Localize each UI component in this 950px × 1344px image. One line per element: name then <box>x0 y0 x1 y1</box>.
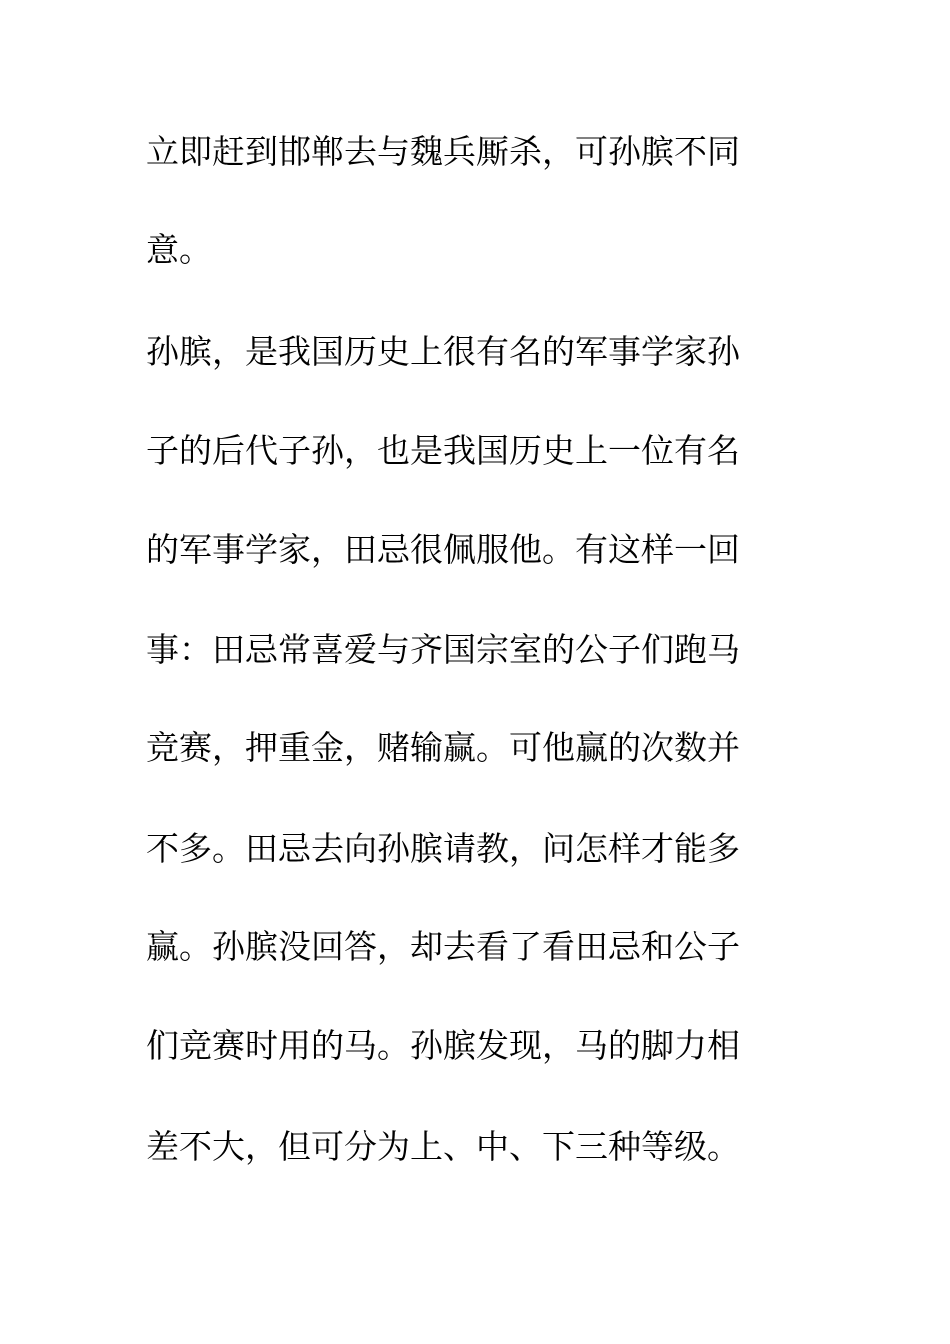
text-line: 的军事学家，田忌很佩服他。有这样一回 <box>146 530 740 569</box>
text-line: 赢。孙膑没回答，却去看了看田忌和公子 <box>146 927 740 966</box>
text-line: 事：田忌常喜爱与齐国宗室的公子们跑马 <box>146 630 740 669</box>
text-line: 孙膑，是我国历史上很有名的军事学家孙 <box>146 332 740 371</box>
text-line: 子的后代子孙，也是我国历史上一位有名 <box>146 431 740 470</box>
text-line: 意。 <box>146 230 212 269</box>
text-line: 立即赶到邯郸去与魏兵厮杀，可孙膑不同 <box>146 132 740 171</box>
text-line: 竞赛，押重金，赌输赢。可他赢的次数并 <box>146 728 740 767</box>
text-line: 差不大，但可分为上、中、下三种等级。 <box>146 1127 740 1166</box>
text-line: 不多。田忌去向孙膑请教，问怎样才能多 <box>146 829 740 868</box>
text-line: 们竞赛时用的马。孙膑发现，马的脚力相 <box>146 1026 740 1065</box>
